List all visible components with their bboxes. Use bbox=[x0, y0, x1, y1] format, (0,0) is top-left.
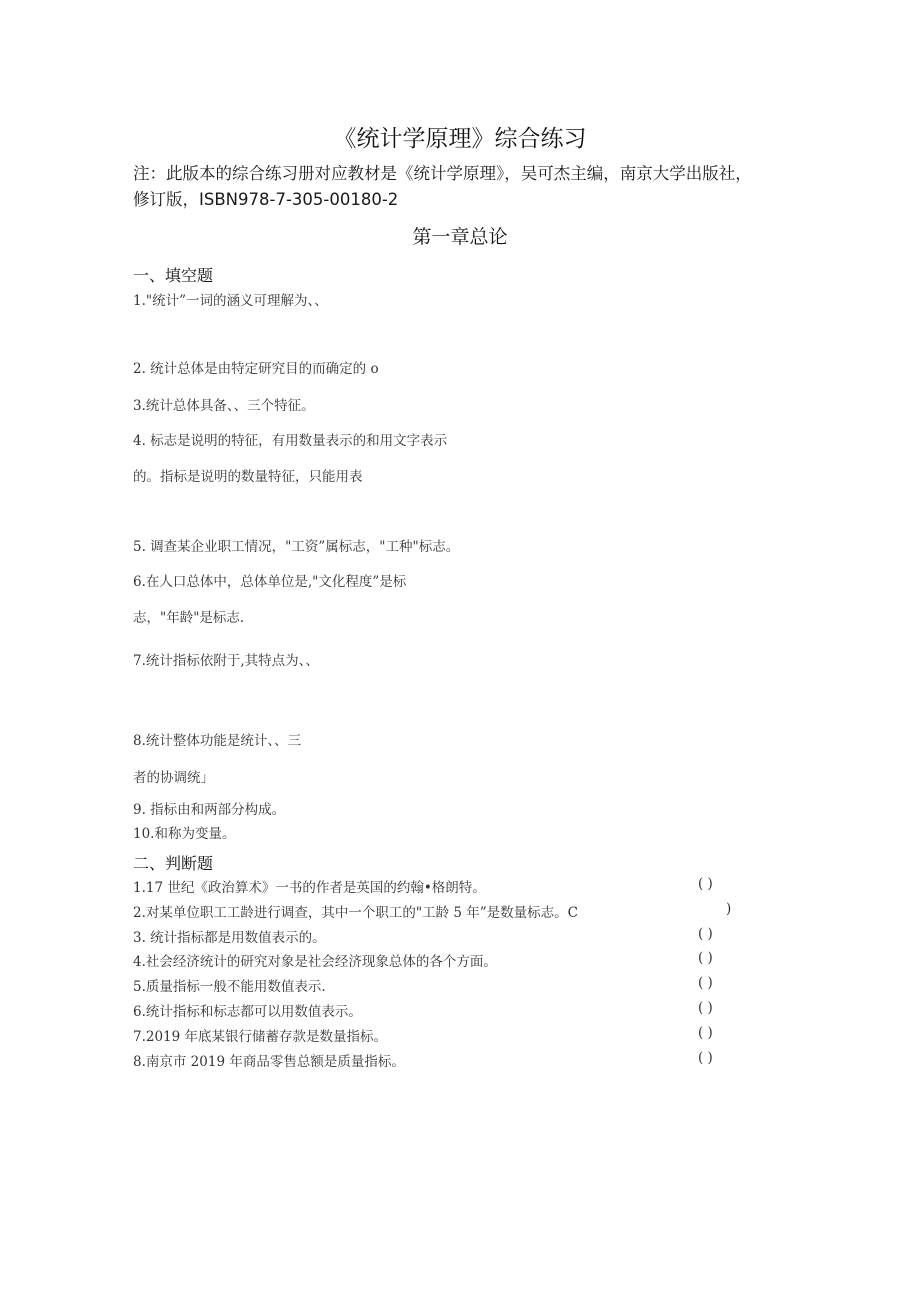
true-false-item: 2.对某单位职工工龄进行调查，其中一个职工的"工龄 5 年”是数量标志。C bbox=[133, 905, 578, 921]
answer-parentheses: ( ) bbox=[698, 950, 713, 966]
fill-blank-line: 7.统计指标依附于,其特点为、、 bbox=[133, 653, 319, 669]
fill-blank-line: 5. 调查某企业职工情况，"工资”属标志，"工种"标志。 bbox=[133, 539, 460, 555]
true-false-item: 8.南京市 2019 年商品零售总额是质量指标。 bbox=[133, 1054, 405, 1070]
fill-blank-line: 6.在人口总体中，总体单位是,"文化程度”是标 bbox=[133, 574, 407, 590]
true-false-heading: 二、判断题 bbox=[133, 854, 214, 873]
note-line-2: 修订版，ISBN978-7-305-00180-2 bbox=[133, 190, 399, 209]
chapter-title: 第一章总论 bbox=[412, 226, 508, 248]
true-false-item: 3. 统计指标都是用数值表示的。 bbox=[133, 930, 326, 946]
note-line-1: 注：此版本的综合练习册对应教材是《统计学原理》，吴可杰主编，南京大学出版社， bbox=[133, 164, 752, 183]
answer-parentheses: ) bbox=[726, 901, 732, 917]
true-false-item: 5.质量指标一般不能用数值表示. bbox=[133, 979, 326, 995]
answer-parentheses: ( ) bbox=[698, 1050, 713, 1066]
document-title: 《统计学原理》综合练习 bbox=[333, 126, 587, 152]
answer-parentheses: ( ) bbox=[698, 1025, 713, 1041]
answer-parentheses: ( ) bbox=[698, 876, 713, 892]
fill-blank-line: 3.统计总体具备、、三个特征。 bbox=[133, 398, 315, 414]
fill-blank-line: 9. 指标由和两部分构成。 bbox=[133, 802, 286, 818]
true-false-item: 6.统计指标和标志都可以用数值表示。 bbox=[133, 1004, 362, 1020]
fill-blank-line: 者的协调统」 bbox=[133, 770, 214, 786]
fill-blank-line: 的。指标是说明的数量特征，只能用表 bbox=[133, 469, 363, 485]
fill-blank-heading: 一、填空题 bbox=[133, 266, 214, 285]
fill-blank-line: 2. 统计总体是由特定研究目的而确定的 o bbox=[133, 361, 379, 377]
fill-blank-line: 8.统计整体功能是统计、、三 bbox=[133, 733, 302, 749]
true-false-item: 1.17 世纪《政治算术》一书的作者是英国的约翰•格朗特。 bbox=[133, 880, 486, 896]
answer-parentheses: ( ) bbox=[698, 975, 713, 991]
fill-blank-line: 10.和称为变量。 bbox=[133, 826, 236, 842]
answer-parentheses: ( ) bbox=[698, 926, 713, 942]
true-false-item: 7.2019 年底某银行储蓄存款是数量指标。 bbox=[133, 1029, 388, 1045]
fill-blank-line: 4. 标志是说明的特征，有用数量表示的和用文字表示 bbox=[133, 433, 448, 449]
fill-blank-line: 1."统计”一词的涵义可理解为、、 bbox=[133, 293, 328, 309]
fill-blank-line: 志，"年龄"是标志. bbox=[133, 610, 245, 626]
answer-parentheses: ( ) bbox=[698, 1000, 713, 1016]
true-false-item: 4.社会经济统计的研究对象是社会经济现象总体的各个方面。 bbox=[133, 954, 497, 970]
